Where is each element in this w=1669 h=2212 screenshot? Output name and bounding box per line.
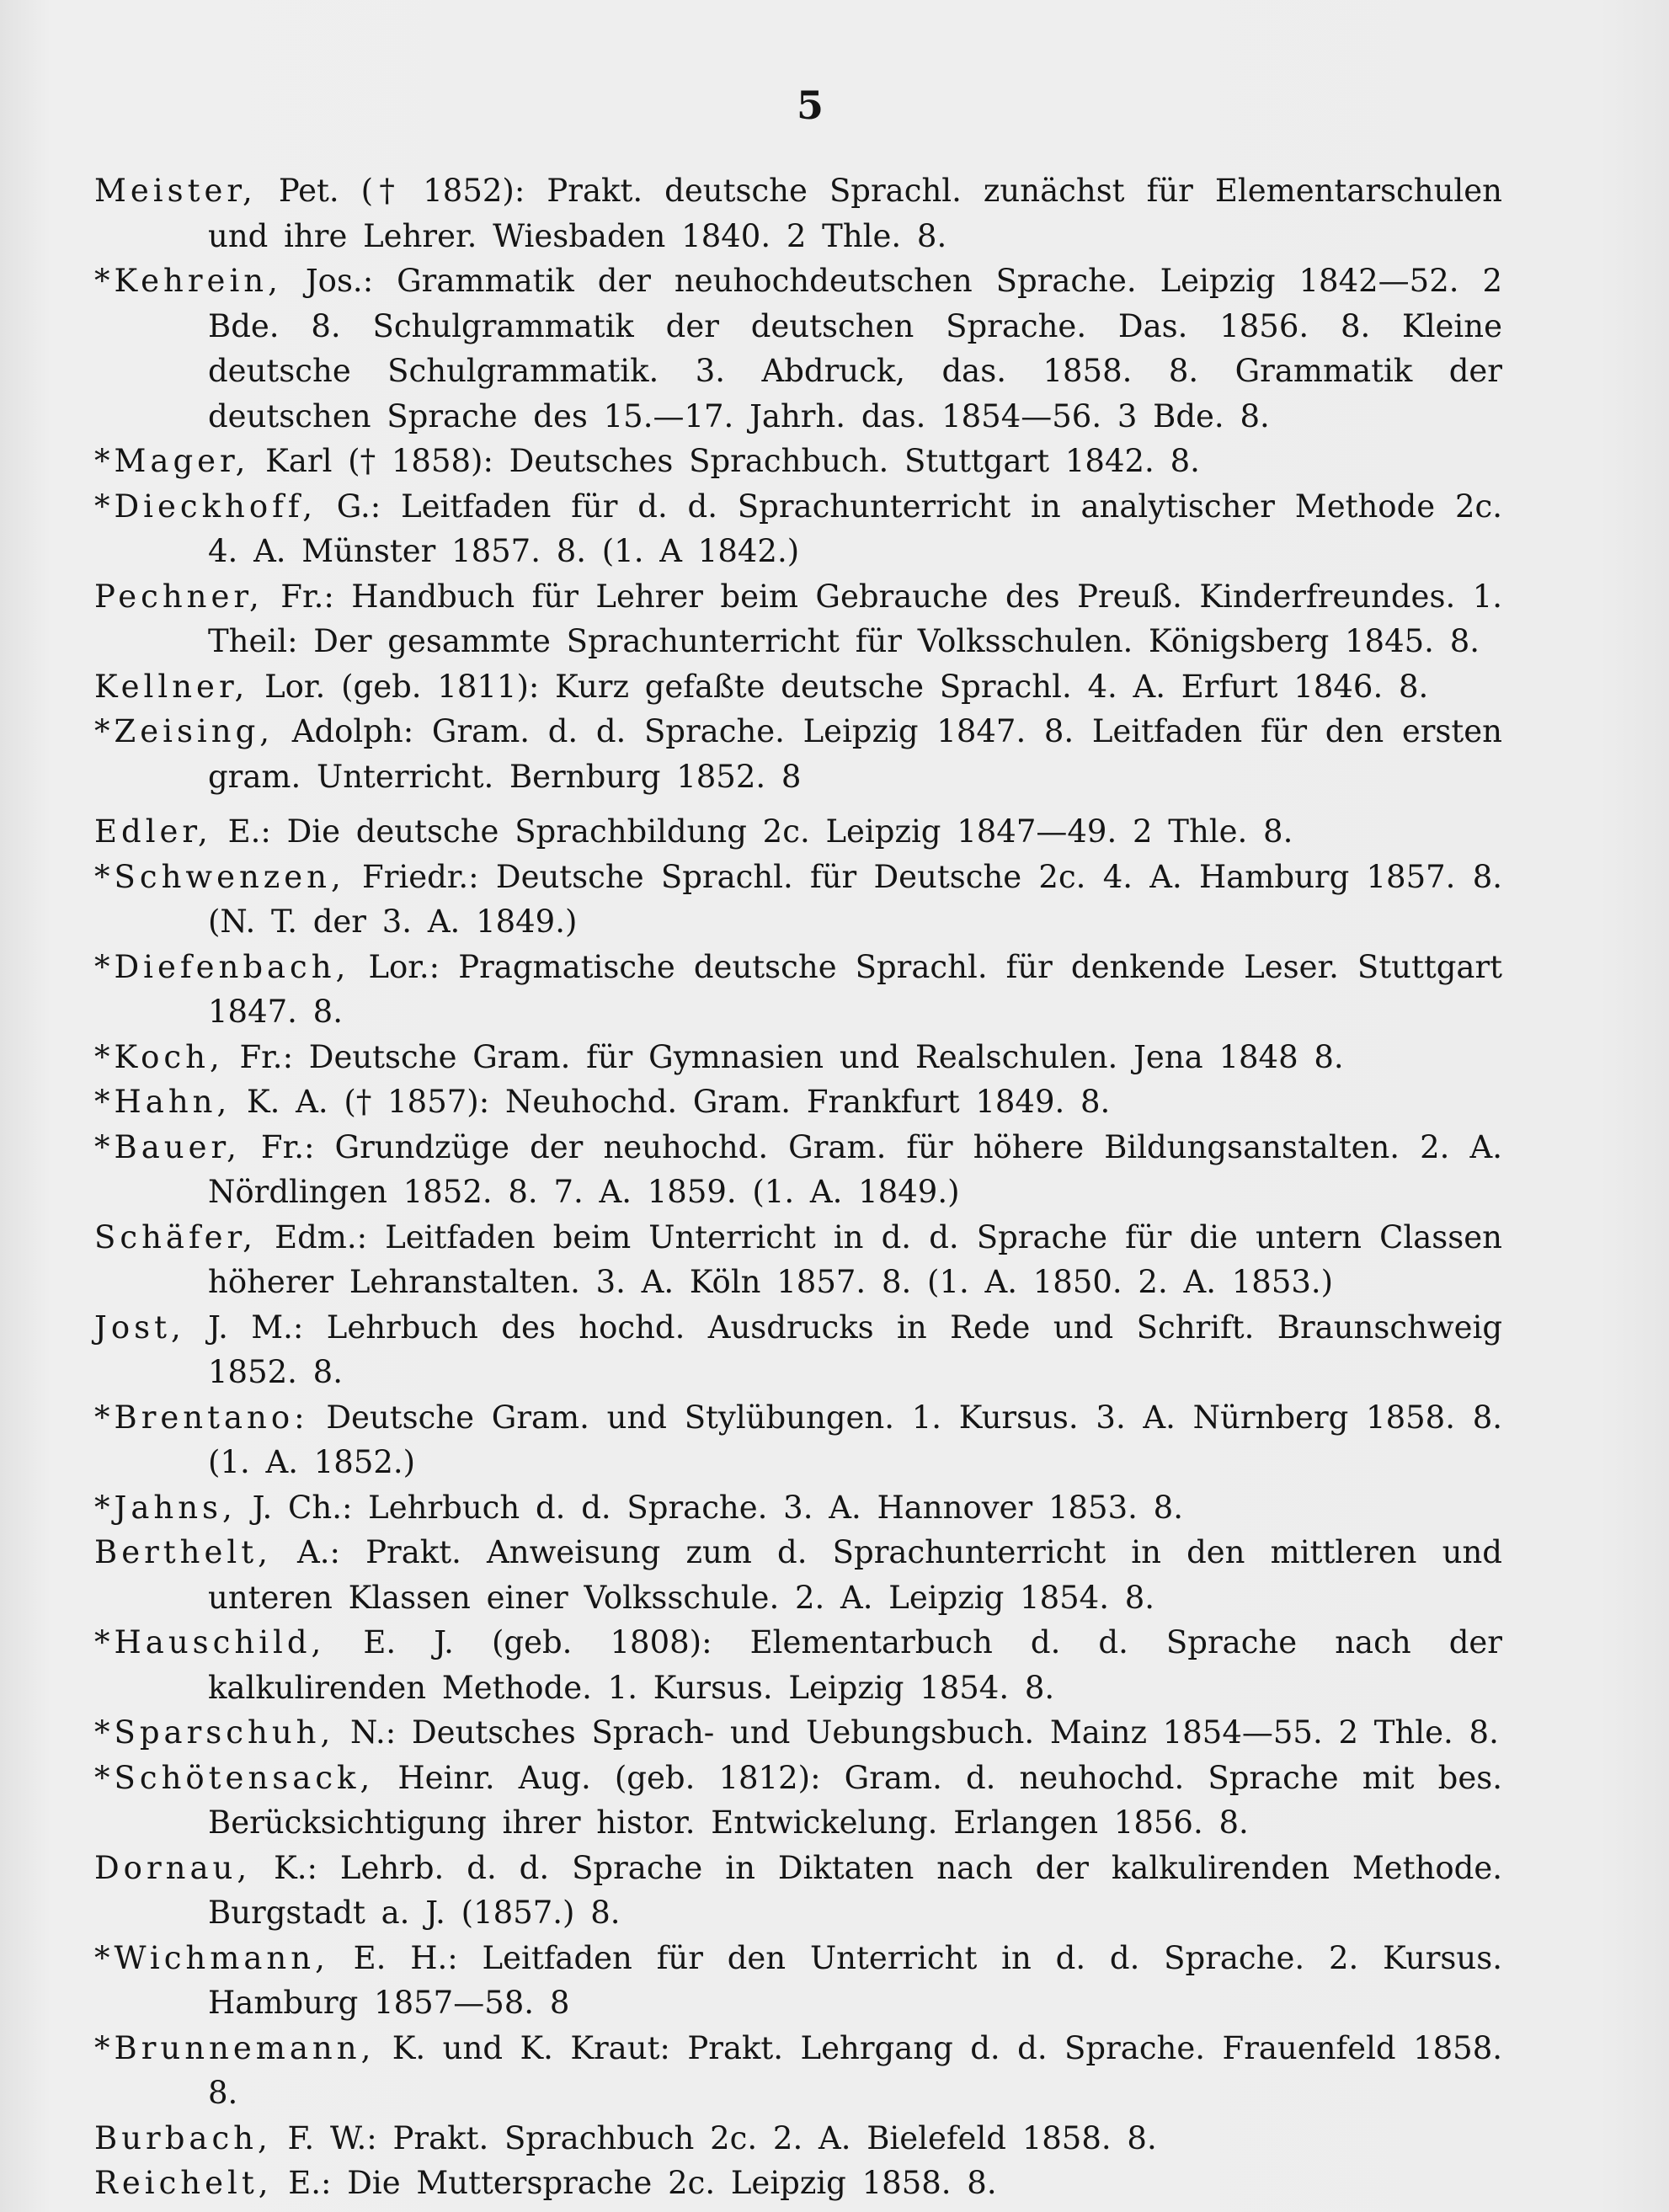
entry-text: A.: Prakt. Anweisung zum d. Sprachunterricht in den mittleren und unteren Klassen einer Volksschule. 2. A. Leipzig 1854. 8.	[208, 1534, 1502, 1616]
entry-text: K.: Lehrb. d. d. Sprache in Diktaten nach der kalkulirenden Methode. Burgstadt a. J. (1857.) 8.	[208, 1849, 1502, 1931]
entry-author: *Hahn,	[94, 1084, 232, 1120]
bibliography-entry	[94, 1936, 1502, 2026]
entry-text: J. Ch.: Lehrbuch d. d. Sprache. 3. A. Hannover 1853. 8.	[236, 1489, 1183, 1526]
bibliography-entry	[94, 709, 1502, 799]
entry-text: Fr.: Grundzüge der neuhochd. Gram. für höhere Bildungsanstalten. 2. A. Nördlingen 1852. 8. 7. A. 1859. (1. A. 1849.)	[208, 1128, 1502, 1210]
entry-author: *Schwenzen,	[94, 858, 345, 895]
entry-text: E.: Die Muttersprache 2c. Leipzig 1858. 8.	[272, 2165, 997, 2201]
entry-author: Berthelt,	[94, 1534, 272, 1570]
bibliography-entry	[94, 259, 1502, 439]
entry-text: Pet. († 1852): Prakt. deutsche Sprachl. zunächst für Elementarschulen und ihre Lehrer. Wiesbaden 1840. 2 Thle. 8.	[208, 173, 1502, 254]
entry-text: G.: Leitfaden für d. d. Sprachunterricht in analytischer Methode 2c. 4. A. Münster 1857. 8. (1. A 1842.)	[208, 488, 1502, 569]
entry-text: Fr.: Handbuch für Lehrer beim Gebrauche des Preuß. Kinderfreundes. 1. Theil: Der gesammte Sprachunterricht für Volksschulen. Königsberg 1845. 8.	[208, 578, 1502, 659]
entry-author: *Wichmann,	[94, 1939, 329, 1976]
bibliography-entry	[94, 855, 1502, 945]
bibliography-entry	[94, 945, 1502, 1035]
entry-author: *Jahns,	[94, 1489, 237, 1526]
entry-author: Meister,	[94, 173, 257, 209]
entry-text: J. M.: Lehrbuch des hochd. Ausdrucks in Rede und Schrift. Braunschweig 1852. 8.	[184, 1309, 1502, 1390]
bibliography-entry	[94, 574, 1502, 664]
entry-text: Jos.: Grammatik der neuhochdeutschen Sprache. Leipzig 1842—52. 2 Bde. 8. Schulgrammatik der deutschen Sprache. Das. 1856. 8. Kleine deutsche Schulgrammatik. 3. Abdruck, das. 1858. 8. Grammatik der deutschen Sprache des 15.—17. Jahrh. das. 1854—56. 3 Bde. 8.	[208, 263, 1502, 434]
entry-author: *Koch,	[94, 1038, 224, 1075]
entry-author: *Hauschild,	[94, 1624, 326, 1660]
entry-text: E.: Die deutsche Sprachbildung 2c. Leipzig 1847—49. 2 Thle. 8.	[211, 813, 1293, 850]
entry-text: E. H.: Leitfaden für den Unterricht in d. d. Sprache. 2. Kursus. Hamburg 1857—58. 8	[208, 1939, 1502, 2021]
entry-author: Kellner,	[94, 668, 249, 705]
entry-text: Deutsche Gram. und Stylübungen. 1. Kursus. 3. A. Nürnberg 1858. 8. (1. A. 1852.)	[208, 1399, 1502, 1480]
entry-author: Burbach,	[94, 2119, 272, 2156]
entry-author: *Diefenbach,	[94, 948, 350, 985]
entry-text: Edm.: Leitfaden beim Unterricht in d. d. Sprache für die untern Classen höherer Lehranstalten. 3. A. Köln 1857. 8. (1. A. 1850. 2. A. 1853.)	[208, 1218, 1502, 1300]
bibliography-entry	[94, 2161, 1502, 2206]
entry-text: K. und K. Kraut: Prakt. Lehrgang d. d. Sprache. Frauenfeld 1858. 8.	[208, 2029, 1502, 2111]
entry-author: *Bauer,	[94, 1128, 241, 1165]
bibliography-entry	[94, 1125, 1502, 1215]
entry-author: *Brunnemann,	[94, 2029, 376, 2066]
bibliography-entry	[94, 1620, 1502, 1710]
entry-text: Lor.: Pragmatische deutsche Sprachl. für denkende Leser. Stuttgart 1847. 8.	[208, 948, 1502, 1030]
entry-author: Schäfer,	[94, 1218, 257, 1255]
entry-author: *Mager,	[94, 443, 250, 479]
bibliography-list	[94, 168, 1502, 2206]
entry-text: Heinr. Aug. (geb. 1812): Gram. d. neuhochd. Sprache mit bes. Berücksichtigung ihrer histor. Entwickelung. Erlangen 1856. 8.	[208, 1759, 1502, 1841]
entry-author: Jost,	[94, 1309, 185, 1346]
entry-author: *Kehrein,	[94, 263, 282, 299]
entry-author: Edler,	[94, 813, 212, 850]
bibliography-entry	[94, 1485, 1502, 1531]
bibliography-entry	[94, 1756, 1502, 1846]
entry-text: Friedr.: Deutsche Sprachl. für Deutsche 2c. 4. A. Hamburg 1857. 8. (N. T. der 3. A. 1849.)	[208, 858, 1502, 940]
entry-author: *Sparschuh,	[94, 1714, 335, 1751]
bibliography-entry	[94, 1035, 1502, 1080]
entry-author: Reichelt,	[94, 2165, 273, 2201]
bibliography-entry	[94, 168, 1502, 259]
entry-text: K. A. († 1857): Neuhochd. Gram. Frankfurt 1849. 8.	[231, 1084, 1111, 1120]
bibliography-entry	[94, 1305, 1502, 1395]
bibliography-entry	[94, 2116, 1502, 2161]
bibliography-entry	[94, 439, 1502, 484]
bibliography-entry	[94, 809, 1502, 855]
entry-text: Fr.: Deutsche Gram. für Gymnasien und Realschulen. Jena 1848 8.	[223, 1038, 1344, 1075]
bibliography-entry	[94, 1846, 1502, 1936]
bibliography-entry	[94, 1530, 1502, 1620]
entry-author: *Schötensack,	[94, 1759, 375, 1796]
bibliography-entry	[94, 484, 1502, 574]
bibliography-entry	[94, 1395, 1502, 1485]
bibliography-entry	[94, 1079, 1502, 1125]
entry-text: F. W.: Prakt. Sprachbuch 2c. 2. A. Bielefeld 1858. 8.	[271, 2119, 1157, 2156]
entry-text: Lor. (geb. 1811): Kurz gefaßte deutsche Sprachl. 4. A. Erfurt 1846. 8.	[248, 668, 1429, 705]
entry-author: Pechner,	[94, 578, 264, 615]
entry-author: Dornau,	[94, 1849, 252, 1886]
bibliography-entry	[94, 1710, 1502, 1756]
bibliography-entry	[94, 2026, 1502, 2116]
bibliography-entry	[94, 664, 1502, 710]
entry-text: Karl († 1858): Deutsches Sprachbuch. Stuttgart 1842. 8.	[249, 443, 1200, 479]
entry-text: Adolph: Gram. d. d. Sprache. Leipzig 1847. 8. Leitfaden für den ersten gram. Unterricht. Bernburg 1852. 8	[208, 713, 1502, 795]
page-number: 5	[796, 83, 824, 128]
entry-author: *Zeising,	[94, 713, 275, 749]
entry-text: N.: Deutsches Sprach- und Uebungsbuch. Mainz 1854—55. 2 Thle. 8.	[334, 1714, 1499, 1751]
entry-author: *Brentano:	[94, 1399, 309, 1436]
bibliography-entry	[94, 1215, 1502, 1305]
entry-text: E. J. (geb. 1808): Elementarbuch d. d. Sprache nach der kalkulirenden Methode. 1. Kursus. Leipzig 1854. 8.	[208, 1624, 1502, 1706]
entry-author: *Dieckhoff,	[94, 488, 317, 525]
